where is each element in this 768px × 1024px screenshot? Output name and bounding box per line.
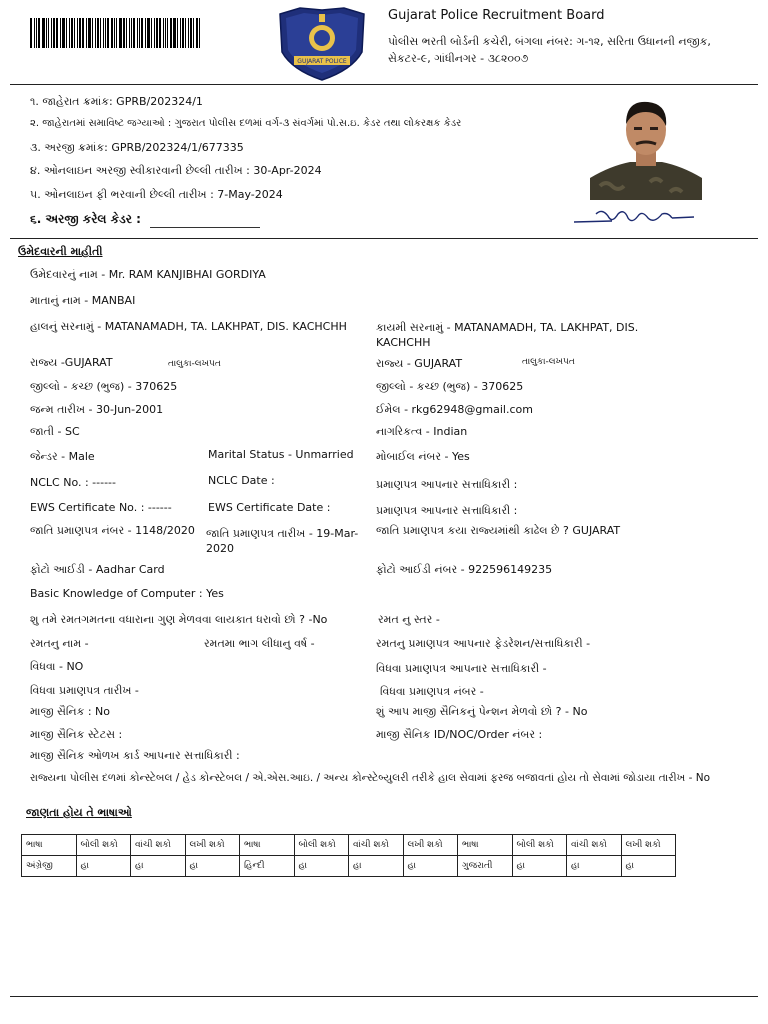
widow: વિધવા - NO xyxy=(30,660,84,673)
caste: જાતી - SC xyxy=(30,425,80,438)
barcode-bar xyxy=(69,18,70,48)
barcode xyxy=(30,18,242,48)
barcode-bar xyxy=(56,18,58,48)
table-cell: હા xyxy=(294,856,349,877)
taluka-permanent: તાલુકા-લખપત xyxy=(522,357,575,367)
header-cell: લખી શકો xyxy=(185,835,240,856)
table-cell: હા xyxy=(512,856,567,877)
taluka-current: તાલુકા-લખપત xyxy=(168,359,221,369)
barcode-bar xyxy=(97,18,99,48)
email: ઈમેલ - rkg62948@gmail.com xyxy=(376,403,533,416)
police-service-joining: રાજ્યના પોલીસ દળમાં કોન્સ્ટેબલ / હેડ કોન્સ્ટેબલ / એ.એસ.આઇ. / અન્ય કોન્સ્ટેબ્યુલરી તરીકે હાલ સેવામાં ફરજ બજાવતાં હોય તો સેવામાં જોડાયા તારીખ - No xyxy=(30,772,711,784)
widow-cert-date: વિધવા પ્રમાણપત્ર તારીખ - xyxy=(30,684,139,697)
barcode-bar xyxy=(116,18,117,48)
divider xyxy=(10,84,758,85)
barcode-bar xyxy=(48,18,49,48)
ews-date: EWS Certificate Date : xyxy=(208,501,331,514)
languages-section-title: જાણતા હોય તે ભાષાઓ xyxy=(26,806,132,819)
ex-serviceman-status: માજી સૈનિક સ્ટેટસ : xyxy=(30,728,123,741)
barcode-bar xyxy=(77,18,78,48)
candidate-name: ઉમેદવારનું નામ - Mr. RAM KANJIBHAI GORDIYA xyxy=(30,268,266,281)
barcode-bar xyxy=(159,18,161,48)
gender: જેન્ડર - Male xyxy=(30,450,95,463)
barcode-bar xyxy=(177,18,178,48)
barcode-bar xyxy=(199,18,200,48)
barcode-bar xyxy=(170,18,172,48)
photo-id-type: ફોટો આઈડી - Aadhar Card xyxy=(30,563,165,576)
header-cell: બોલી શકો xyxy=(76,835,131,856)
ews-cert-authority: પ્રમાણપત્ર આપનાર સત્તાધિકારી : xyxy=(376,504,518,517)
board-address: પોલીસ ભરતી બોર્ડની કચેરી, બંગલા નંબર: ગ-૧૨, સરિતા ઉધાનની નજીક, સેકટર-૯, ગાંધીનગર - ૩૮૨૦૦૭ xyxy=(388,35,711,65)
computer-knowledge: Basic Knowledge of Computer : Yes xyxy=(30,587,224,600)
barcode-bar xyxy=(107,18,109,48)
application-last-date: ૪. ઓનલાઇન અરજી સ્વીકારવાની છેલ્લી તારીખ : 30-Apr-2024 xyxy=(30,164,322,177)
barcode-bar xyxy=(86,18,87,48)
district-current: જીલ્લો - કચ્છ (ભુજ) - 370625 xyxy=(30,380,178,393)
board-title: Gujarat Police Recruitment Board xyxy=(388,8,605,23)
gujarat-police-badge xyxy=(272,4,372,82)
barcode-bar xyxy=(139,18,140,48)
barcode-bar xyxy=(119,18,122,48)
barcode-bar xyxy=(188,18,189,48)
widow-cert-authority: વિધવા પ્રમાણપત્ર આપનાર સત્તાધિકારી - xyxy=(376,662,547,675)
table-cell: હા xyxy=(131,856,186,877)
header-cell: ભાષા xyxy=(458,835,513,856)
nclc-cert-authority: પ્રમાણપત્ર આપનાર સત્તાધિકારી : xyxy=(376,478,518,491)
state-permanent: રાજ્ય - GUJARAT xyxy=(376,357,463,370)
footer-divider xyxy=(10,996,758,997)
header-cell: વાંચી શકો xyxy=(567,835,622,856)
ex-serviceman-id: માજી સૈનિક ID/NOC/Order નંબર : xyxy=(376,728,543,741)
header-cell: ભાષા xyxy=(22,835,77,856)
header-cell: વાંચી શકો xyxy=(131,835,186,856)
table-cell: હા xyxy=(567,856,622,877)
photo-id-number: ફોટો આઈડી નંબર - 922596149235 xyxy=(376,563,553,576)
barcode-bar xyxy=(95,18,96,48)
ex-serviceman-pension: શું આપ માજી સૈનિકનું પેન્શન મેળવો છો ? - No xyxy=(376,705,588,718)
barcode-bar xyxy=(147,18,150,48)
barcode-bar xyxy=(53,18,55,48)
sport-level: રમત નુ સ્તર - xyxy=(378,613,440,626)
mother-name: માતાનું નામ - MANBAI xyxy=(30,294,136,307)
barcode-bar xyxy=(66,18,67,48)
barcode-bar xyxy=(141,18,143,48)
candidate-photo xyxy=(590,96,702,200)
barcode-bar xyxy=(126,18,127,48)
barcode-bar xyxy=(163,18,164,48)
table-cell: હા xyxy=(76,856,131,877)
badge-text: GUJARAT POLICE xyxy=(297,58,347,65)
barcode-bar xyxy=(145,18,146,48)
barcode-bar xyxy=(60,18,61,48)
barcode-bar xyxy=(133,18,135,48)
barcode-bar xyxy=(131,18,132,48)
permanent-address: કાયમી સરનામું - MATANAMADH, TA. LAKHPAT, DIS. KACHCHH xyxy=(376,321,639,349)
barcode-bar xyxy=(105,18,106,48)
table-cell: હા xyxy=(185,856,240,877)
candidate-signature xyxy=(572,204,700,230)
widow-cert-number: વિધવા પ્રમાણપત્ર નંબર - xyxy=(380,685,484,698)
barcode-bar xyxy=(92,18,93,48)
barcode-bar xyxy=(71,18,73,48)
sport-year: રમતમા ભાગ લીધાનુ વર્ષ - xyxy=(204,637,315,650)
header-cell: બોલી શકો xyxy=(294,835,349,856)
barcode-bar xyxy=(151,18,152,48)
barcode-bar xyxy=(30,18,32,48)
state-current: રાજ્ય -GUJARAT xyxy=(30,356,113,369)
applied-cadre-label: ૬. અરજી કરેલ કેડર : xyxy=(30,212,141,226)
caste-cert-date: જાતિ પ્રમાણપત્ર તારીખ - 19-Mar-2020 xyxy=(206,527,359,555)
table-cell: હિન્દી xyxy=(240,856,295,877)
header-cell: વાંચી શકો xyxy=(349,835,404,856)
barcode-bar xyxy=(62,18,65,48)
table-row xyxy=(22,856,676,877)
table-cell: હા xyxy=(349,856,404,877)
mobile: મોબાઈલ નંબર - Yes xyxy=(376,450,470,463)
barcode-bar xyxy=(190,18,192,48)
sport-name: રમતનુ નામ - xyxy=(30,637,89,650)
sport-cert-authority: રમતનુ પ્રમાણપત્ર આપનાર ફેડરેશન/સત્તાધિકારી - xyxy=(376,637,591,650)
barcode-bar xyxy=(74,18,75,48)
cadre-underline xyxy=(150,227,260,228)
barcode-bar xyxy=(88,18,91,48)
barcode-bar xyxy=(111,18,113,48)
caste-cert-state: જાતિ પ્રમાણપત્ર કયા રાજ્યમાંથી કાઢેલ છે ? GUJARAT xyxy=(376,524,621,537)
divider xyxy=(10,238,758,239)
fee-last-date: ૫. ઓનલાઇન ફી ભરવાની છેલ્લી તારીખ : 7-May-2024 xyxy=(30,188,283,201)
barcode-bar xyxy=(42,18,45,48)
barcode-bar xyxy=(34,18,35,48)
languages-table xyxy=(21,834,676,877)
barcode-bar xyxy=(114,18,115,48)
current-address: હાલનું સરનામું - MATANAMADH, TA. LAKHPAT, DIS. KACHCHH xyxy=(30,320,347,333)
table-cell: હા xyxy=(403,856,458,877)
barcode-bar xyxy=(129,18,130,48)
application-number: ૩. અરજી ક્રમાંક: GPRB/202324/1/677335 xyxy=(30,141,244,154)
nclc-number: NCLC No. : ------ xyxy=(30,476,116,489)
header-cell: લખી શકો xyxy=(403,835,458,856)
nclc-date: NCLC Date : xyxy=(208,474,275,487)
barcode-bar xyxy=(123,18,125,48)
sports-question: શુ તમે રમતગમતના વધારાના ગુણ મેળવવા લાયકાત ધરાવો છો ? -No xyxy=(30,613,328,626)
barcode-bar xyxy=(196,18,198,48)
caste-cert-number: જાતિ પ્રમાણપત્ર નંબર - 1148/2020 xyxy=(30,524,195,537)
marital-status: Marital Status - Unmarried xyxy=(208,448,354,461)
barcode-bar xyxy=(36,18,37,48)
barcode-bar xyxy=(182,18,184,48)
advertisement-number: ૧. જાહેરાત ક્રમાંક: GPRB/202324/1 xyxy=(30,95,203,108)
table-cell: અંગ્રેજી xyxy=(22,856,77,877)
candidate-section-title: ઉમેદવારની માહીતી xyxy=(18,245,103,258)
header-cell: બોલી શકો xyxy=(512,835,567,856)
header-cell: ભાષા xyxy=(240,835,295,856)
barcode-bar xyxy=(193,18,194,48)
barcode-bar xyxy=(165,18,166,48)
barcode-bar xyxy=(82,18,84,48)
table-header-row xyxy=(22,835,676,856)
barcode-bar xyxy=(100,18,101,48)
barcode-bar xyxy=(51,18,52,48)
ex-serviceman-authority: માજી સૈનિક ઓળખ કાર્ડ આપનાર સત્તાધિકારી : xyxy=(30,749,240,762)
barcode-bar xyxy=(38,18,40,48)
table-cell: હા xyxy=(621,856,676,877)
ews-number: EWS Certificate No. : ------ xyxy=(30,501,172,514)
barcode-bar xyxy=(180,18,181,48)
barcode-bar xyxy=(79,18,81,48)
barcode-bar xyxy=(173,18,176,48)
nationality: નાગરિકત્વ - Indian xyxy=(376,425,468,438)
date-of-birth: જન્મ તારીખ - 30-Jun-2001 xyxy=(30,403,164,416)
ex-serviceman: માજી સૈનિક : No xyxy=(30,705,111,718)
district-permanent: જીલ્લો - કચ્છ (ભુજ) - 370625 xyxy=(376,380,524,393)
advertised-posts: ૨. જાહેરાતમાં સમાવિષ્ટ જગ્યાઓ : ગુજરાત પોલીસ દળમાં વર્ગ-૩ સંવર્ગમાં પો.સ.ઇ. કેડર તથા લોકરક્ષક કેડર xyxy=(30,118,462,129)
barcode-bar xyxy=(185,18,186,48)
barcode-bar xyxy=(156,18,158,48)
barcode-bar xyxy=(103,18,104,48)
barcode-bar xyxy=(154,18,155,48)
barcode-bar xyxy=(137,18,138,48)
table-cell: ગુજરાતી xyxy=(458,856,513,877)
barcode-bar xyxy=(167,18,168,48)
barcode-bar xyxy=(46,18,47,48)
header-cell: લખી શકો xyxy=(621,835,676,856)
